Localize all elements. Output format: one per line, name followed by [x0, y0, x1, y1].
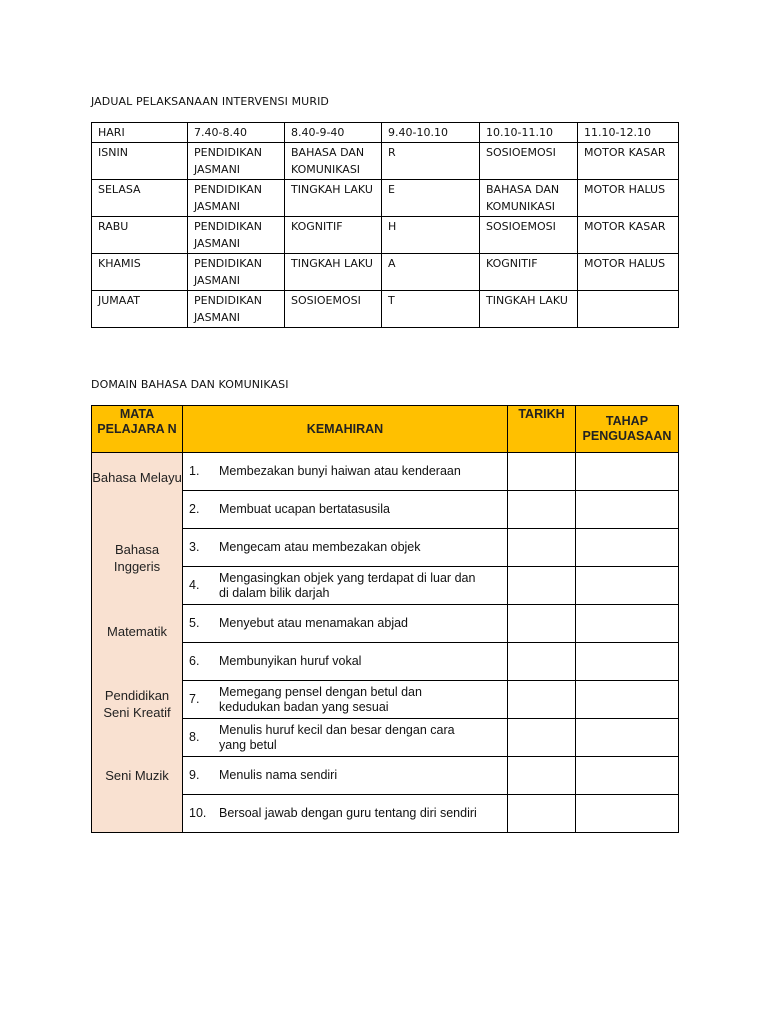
header-slot-5: 11.10-12.10 — [578, 123, 679, 143]
table-cell: BAHASA DAN KOMUNIKASI — [480, 180, 578, 217]
skill-number: 9. — [189, 768, 200, 783]
subject-column — [92, 453, 183, 833]
skill-cell — [183, 757, 508, 795]
mastery-cell[interactable] — [576, 795, 679, 833]
schedule-table — [91, 122, 679, 328]
date-cell[interactable] — [508, 567, 576, 605]
mastery-cell[interactable] — [576, 643, 679, 681]
header-slot-2: 8.40-9-40 — [285, 123, 382, 143]
table-cell: KOGNITIF — [480, 254, 578, 291]
table-cell: MOTOR KASAR — [578, 143, 679, 180]
header-subject: MATA PELAJARA N — [92, 406, 183, 453]
date-cell[interactable] — [508, 453, 576, 491]
table-cell: SOSIOEMOSI — [480, 143, 578, 180]
date-cell[interactable] — [508, 757, 576, 795]
subject-label: Bahasa Inggeris — [113, 542, 161, 574]
table-cell: BAHASA DAN KOMUNIKASI — [285, 143, 382, 180]
header-slot-3: 9.40-10.10 — [382, 123, 480, 143]
skill-text: Mengecam atau membezakan objek — [219, 540, 421, 555]
schedule-title: JADUAL PELAKSANAAN INTERVENSI MURID — [91, 95, 329, 108]
subject-label: Seni Muzik — [105, 768, 169, 783]
header-mastery: TAHAP PENGUASAAN — [576, 406, 679, 453]
domain-header-row — [92, 406, 679, 453]
mastery-cell[interactable] — [576, 719, 679, 757]
mastery-cell[interactable] — [576, 757, 679, 795]
skill-cell — [183, 681, 508, 719]
skill-text: Membuat ucapan bertatasusila — [219, 502, 390, 517]
mastery-cell[interactable] — [576, 491, 679, 529]
table-row — [92, 291, 679, 328]
skill-text: Menulis huruf kecil dan besar dengan cara yang betul — [219, 722, 455, 752]
header-slot-1: 7.40-8.40 — [188, 123, 285, 143]
skill-number: 10. — [189, 806, 207, 821]
skill-number: 1. — [189, 464, 200, 479]
table-cell: E — [382, 180, 480, 217]
skill-number: 8. — [189, 730, 200, 744]
table-cell: PENDIDIKAN JASMANI — [188, 291, 285, 328]
mastery-cell[interactable] — [576, 605, 679, 643]
skill-text: Mengasingkan objek yang terdapat di luar dan di dalam bilik darjah — [219, 570, 476, 600]
skill-number: 6. — [189, 654, 200, 669]
date-cell[interactable] — [508, 719, 576, 757]
table-row — [92, 453, 679, 491]
date-cell[interactable] — [508, 605, 576, 643]
skill-cell — [183, 453, 508, 491]
skill-cell — [183, 795, 508, 833]
table-cell: TINGKAH LAKU — [285, 180, 382, 217]
skill-cell — [183, 719, 508, 757]
date-cell[interactable] — [508, 681, 576, 719]
skill-text: Memegang pensel dengan betul dan kedudukan badan yang sesuai — [219, 684, 422, 714]
header-date: TARIKH — [508, 406, 576, 453]
skill-cell — [183, 529, 508, 567]
table-cell: PENDIDIKAN JASMANI — [188, 180, 285, 217]
mastery-cell[interactable] — [576, 681, 679, 719]
date-cell[interactable] — [508, 643, 576, 681]
day-cell: RABU — [92, 217, 188, 254]
table-cell: SOSIOEMOSI — [480, 217, 578, 254]
table-cell: PENDIDIKAN JASMANI — [188, 143, 285, 180]
day-cell: JUMAAT — [92, 291, 188, 328]
table-cell: R — [382, 143, 480, 180]
skill-text: Bersoal jawab dengan guru tentang diri sendiri — [219, 806, 477, 821]
table-cell: TINGKAH LAKU — [480, 291, 578, 328]
skill-cell — [183, 491, 508, 529]
table-cell: MOTOR KASAR — [578, 217, 679, 254]
header-skill: KEMAHIRAN — [183, 406, 508, 453]
domain-title: DOMAIN BAHASA DAN KOMUNIKASI — [91, 378, 289, 391]
skill-text: Menyebut atau menamakan abjad — [219, 616, 409, 631]
schedule-header-row — [92, 123, 679, 143]
skill-cell — [183, 567, 508, 605]
subject-label: Matematik — [107, 624, 167, 639]
skill-text: Membezakan bunyi haiwan atau kenderaan — [219, 464, 461, 479]
skill-text: Menulis nama sendiri — [219, 768, 338, 783]
domain-table — [91, 405, 679, 833]
day-cell: KHAMIS — [92, 254, 188, 291]
skill-cell — [183, 605, 508, 643]
header-day: HARI — [92, 123, 188, 143]
skill-number: 2. — [189, 502, 200, 517]
skill-number: 5. — [189, 616, 200, 631]
table-row — [92, 180, 679, 217]
table-cell: H — [382, 217, 480, 254]
table-cell: MOTOR HALUS — [578, 180, 679, 217]
day-cell: SELASA — [92, 180, 188, 217]
skill-number: 4. — [189, 578, 200, 592]
table-cell: MOTOR HALUS — [578, 254, 679, 291]
date-cell[interactable] — [508, 795, 576, 833]
table-cell — [578, 291, 679, 328]
date-cell[interactable] — [508, 529, 576, 567]
date-cell[interactable] — [508, 491, 576, 529]
table-cell: TINGKAH LAKU — [285, 254, 382, 291]
skill-number: 7. — [189, 692, 200, 706]
day-cell: ISNIN — [92, 143, 188, 180]
table-cell: KOGNITIF — [285, 217, 382, 254]
subject-label: Bahasa Melayu — [92, 470, 182, 485]
table-cell: PENDIDIKAN JASMANI — [188, 254, 285, 291]
table-cell: A — [382, 254, 480, 291]
header-slot-4: 10.10-11.10 — [480, 123, 578, 143]
table-cell: PENDIDIKAN JASMANI — [188, 217, 285, 254]
table-cell: SOSIOEMOSI — [285, 291, 382, 328]
mastery-cell[interactable] — [576, 453, 679, 491]
table-row — [92, 217, 679, 254]
subject-label: Pendidikan Seni Kreatif — [103, 688, 171, 720]
skill-text: Membunyikan huruf vokal — [219, 654, 362, 669]
mastery-cell[interactable] — [576, 567, 679, 605]
skill-number: 3. — [189, 540, 200, 555]
table-cell: T — [382, 291, 480, 328]
table-row — [92, 254, 679, 291]
skill-cell — [183, 643, 508, 681]
mastery-cell[interactable] — [576, 529, 679, 567]
table-row — [92, 143, 679, 180]
